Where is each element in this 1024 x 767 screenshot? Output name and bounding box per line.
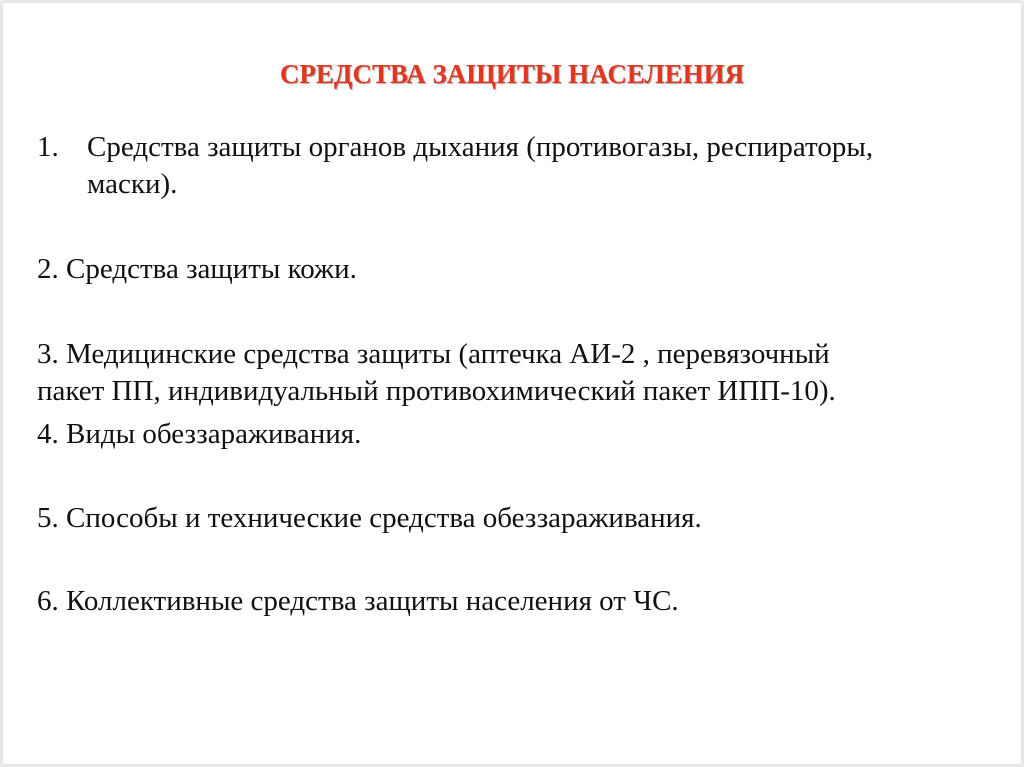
list-item-2: 2. Средства защиты кожи. — [37, 253, 357, 285]
slide — [3, 3, 1021, 764]
list-item-1-line-1: Средства защиты органов дыхания (противогазы, респираторы, — [87, 131, 874, 163]
list-item-6: 6. Коллективные средства защиты населения от ЧС. — [37, 585, 679, 617]
list-item-3-line-1: 3. Медицинские средства защиты (аптечка АИ-2 , перевязочный — [37, 338, 830, 370]
slide-title: СРЕДСТВА ЗАЩИТЫ НАСЕЛЕНИЯ — [279, 59, 745, 89]
list-item-5: 5. Способы и технические средства обеззараживания. — [37, 502, 702, 534]
list-item-1-number: 1. — [37, 131, 59, 163]
list-item-1-line-2: маски). — [87, 168, 178, 200]
slide-body — [3, 3, 1021, 764]
list-item-3-line-2: пакет ПП, индивидуальный противохимический пакет ИПП-10). — [37, 375, 836, 407]
list-item-4: 4. Виды обеззараживания. — [37, 418, 362, 450]
